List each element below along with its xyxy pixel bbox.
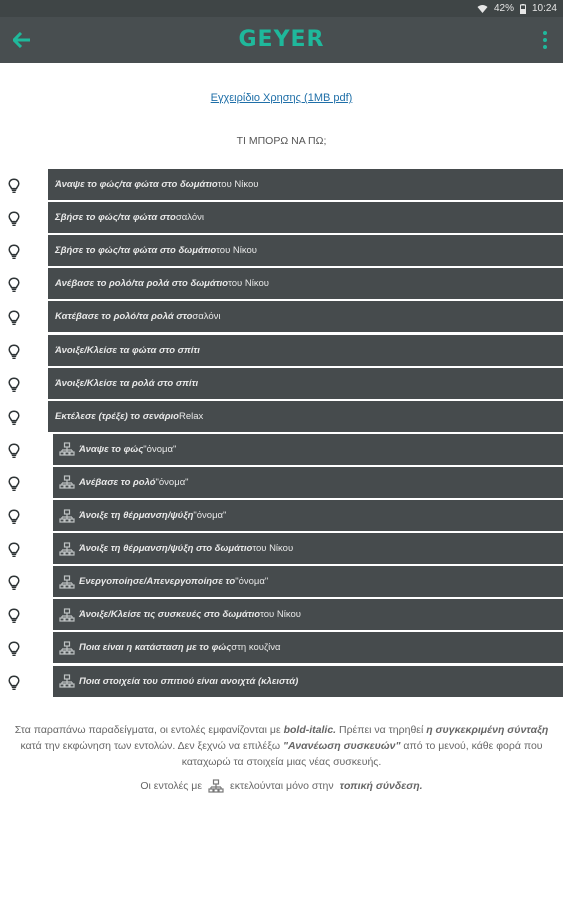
local-network-icon xyxy=(59,641,75,655)
notes-emphasis: bold-italic. xyxy=(283,724,337,736)
command-text-bar xyxy=(53,632,563,663)
command-phrase: Άναψε το φώς/τα φώτα στο δωμάτιο xyxy=(55,179,218,190)
command-text-bar xyxy=(48,235,563,266)
lightbulb-icon xyxy=(7,410,21,426)
command-text-bar xyxy=(53,533,563,564)
command-argument: "όνομα" xyxy=(155,476,189,488)
command-argument: του Νίκου xyxy=(216,245,257,257)
command-phrase: Ποια είναι η κατάσταση με το φώς xyxy=(79,642,232,654)
command-row[interactable] xyxy=(0,368,563,401)
command-argument: στη κουζίνα xyxy=(231,642,281,654)
local-network-icon xyxy=(208,779,224,793)
command-row[interactable] xyxy=(0,268,563,301)
command-text-bar xyxy=(53,666,563,697)
lightbulb-icon xyxy=(7,310,21,326)
brand-logo: GEYER xyxy=(238,27,325,52)
status-bar xyxy=(0,0,563,17)
lightbulb-icon xyxy=(7,443,21,459)
command-argument: του Νίκου xyxy=(217,179,259,190)
command-row[interactable] xyxy=(0,467,563,500)
battery-icon xyxy=(520,4,526,14)
notes-text: κατά την εκφώνηση των εντολών. Δεν ξεχνώ να επιλέξω xyxy=(20,740,284,752)
local-note-emphasis: τοπική σύνδεση. xyxy=(339,780,423,792)
command-row[interactable] xyxy=(0,599,563,632)
command-argument: Relax xyxy=(178,410,204,422)
lightbulb-icon xyxy=(7,377,21,393)
clock: 10:24 xyxy=(531,3,557,14)
notes-emphasis: η συγκεκριμένη σύνταξη xyxy=(426,724,549,736)
command-phrase: Σβήσε το φώς/τα φώτα στο xyxy=(55,212,176,224)
command-text-bar xyxy=(48,301,563,332)
command-text-bar xyxy=(48,401,563,432)
local-network-icon xyxy=(59,674,75,688)
user-manual-link[interactable]: Εγχειρίδιο Χρησης (1MB pdf) xyxy=(210,92,353,104)
menu-dot xyxy=(543,45,547,49)
command-phrase: Κατέβασε το ρολό/τα ρολά στο xyxy=(55,311,193,323)
command-phrase: Ανέβασε το ρολό/τα ρολά στο δωμάτιο xyxy=(55,278,229,290)
lightbulb-icon xyxy=(7,641,21,657)
command-argument: του Νίκου xyxy=(252,543,294,555)
command-text-bar xyxy=(48,368,563,399)
notes-text: Πρέπει να τηρηθεί xyxy=(336,724,427,736)
voice-commands-list xyxy=(0,169,563,699)
command-row[interactable] xyxy=(0,632,563,665)
command-phrase: Ποια στοιχεία του σπιτιού είναι ανοιχτά (κλειστά) xyxy=(79,675,299,687)
lightbulb-icon xyxy=(7,476,21,492)
command-text-bar xyxy=(48,169,563,200)
lightbulb-icon xyxy=(7,575,21,591)
battery-percent: 42% xyxy=(493,3,514,14)
command-argument: του Νίκου xyxy=(228,278,269,290)
what-can-i-say-heading: ΤΙ ΜΠΟΡΩ ΝΑ ΠΩ; xyxy=(236,135,327,147)
command-phrase: Ενεργοποίησε/Απενεργοποίησε το xyxy=(79,576,236,588)
command-row[interactable] xyxy=(0,434,563,467)
command-phrase: Άναψε το φώς xyxy=(79,443,144,455)
notes-emphasis: "Ανανέωση συσκευών" xyxy=(283,740,401,752)
command-row[interactable] xyxy=(0,666,563,699)
overflow-menu-button[interactable] xyxy=(535,26,555,54)
lightbulb-icon xyxy=(7,608,21,624)
command-row[interactable] xyxy=(0,169,563,202)
command-phrase: Άνοιξε τη θέρμανση/ψύξη xyxy=(79,510,194,521)
command-text-bar xyxy=(48,202,563,233)
command-text-bar xyxy=(53,434,563,465)
command-phrase: Εκτέλεσε (τρέξε) το σενάριο xyxy=(55,410,179,422)
lightbulb-icon xyxy=(7,542,21,558)
command-argument: "όνομα" xyxy=(143,443,177,455)
notes-text: Στα παραπάνω παραδείγματα, οι εντολές εμφανίζονται με xyxy=(14,724,284,736)
command-row[interactable] xyxy=(0,533,563,566)
command-phrase: Άνοιξε/Κλείσε τα φώτα στο σπίτι xyxy=(55,344,200,356)
command-row[interactable] xyxy=(0,235,563,268)
command-text-bar xyxy=(48,268,563,299)
notes-text: από το μενού, κάθε φορά που καταχωρώ τα στοιχεία μιας νέας συσκευής. xyxy=(181,740,543,768)
wifi-signal-icon xyxy=(477,4,488,14)
command-phrase: Άνοιξε/Κλείσε τις συσκευές στο δωμάτιο xyxy=(79,609,261,621)
command-phrase: Ανέβασε το ρολό xyxy=(79,476,156,488)
command-row[interactable] xyxy=(0,500,563,533)
command-row[interactable] xyxy=(0,401,563,434)
menu-dot xyxy=(543,31,547,35)
local-note-text: εκτελούνται μόνο στην xyxy=(230,780,334,792)
local-network-icon xyxy=(59,475,75,489)
lightbulb-icon xyxy=(7,211,21,227)
command-text-bar xyxy=(53,500,563,531)
command-text-bar xyxy=(53,467,563,498)
command-argument: "όνομα" xyxy=(193,510,227,521)
command-row[interactable] xyxy=(0,202,563,235)
local-connection-note xyxy=(0,779,563,793)
local-network-icon xyxy=(59,575,75,589)
command-argument: του Νίκου xyxy=(260,609,301,621)
usage-notes xyxy=(14,722,549,770)
local-network-icon xyxy=(59,509,75,523)
command-row[interactable] xyxy=(0,566,563,599)
app-bar xyxy=(0,17,563,63)
lightbulb-icon xyxy=(7,675,21,691)
command-text-bar xyxy=(53,599,563,630)
command-text-bar xyxy=(53,566,563,597)
lightbulb-icon xyxy=(7,277,21,293)
local-network-icon xyxy=(59,442,75,456)
lightbulb-icon xyxy=(7,344,21,360)
command-argument: "όνομα" xyxy=(235,576,269,588)
command-row[interactable] xyxy=(0,335,563,368)
local-network-icon xyxy=(59,608,75,622)
lightbulb-icon xyxy=(7,178,21,194)
command-argument: σαλόνι xyxy=(192,311,221,323)
lightbulb-icon xyxy=(7,509,21,525)
command-phrase: Άνοιξε/Κλείσε τα ρολά στο σπίτι xyxy=(55,377,199,389)
command-text-bar xyxy=(48,335,563,366)
local-network-icon xyxy=(59,542,75,556)
command-argument: σαλόνι xyxy=(175,212,204,224)
command-phrase: Σβήσε το φώς/τα φώτα στο δωμάτιο xyxy=(55,245,217,257)
command-row[interactable] xyxy=(0,301,563,334)
menu-dot xyxy=(543,38,547,42)
command-phrase: Άνοιξε τη θέρμανση/ψύξη στο δωμάτιο xyxy=(79,543,253,555)
lightbulb-icon xyxy=(7,244,21,260)
local-note-text: Οι εντολές με xyxy=(140,780,203,792)
